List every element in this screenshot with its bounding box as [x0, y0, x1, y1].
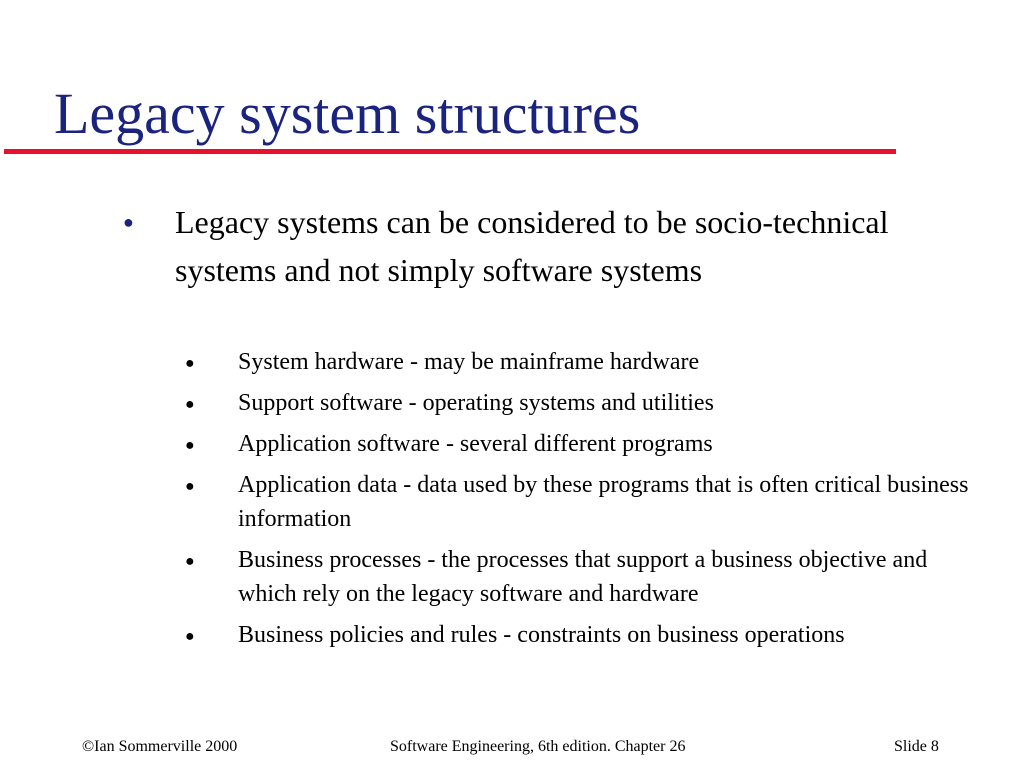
sub-bullet-text: Business processes - the processes that support a business objective and which rely on the legacy software and hardware: [238, 547, 928, 607]
sub-bullet-text: Business policies and rules - constraints on business operations: [238, 622, 845, 648]
bullet-icon: ●: [185, 396, 195, 413]
footer-copyright: ©Ian Sommerville 2000: [82, 738, 238, 755]
sub-bullet-item: [185, 468, 985, 536]
sub-bullet-item: [185, 543, 985, 611]
bullet-icon: ●: [123, 212, 134, 232]
sub-bullet-text: Application data - data used by these programs that is often critical business information: [238, 472, 969, 532]
bullet-icon: ●: [185, 628, 195, 645]
sub-bullet-item: [185, 618, 985, 652]
footer-book-title: Software Engineering, 6th edition. Chapter 26: [390, 738, 686, 755]
slide-number: Slide 8: [894, 738, 939, 755]
slide-title: Legacy system structures: [54, 81, 641, 146]
sub-bullet-text: Support software - operating systems and utilities: [238, 390, 714, 416]
title-underline: [4, 149, 896, 154]
sub-bullet-text: System hardware - may be mainframe hardware: [238, 349, 700, 375]
bullet-icon: ●: [185, 478, 195, 495]
sub-bullet-list: [185, 345, 985, 659]
bullet-icon: ●: [185, 355, 195, 372]
sub-bullet-text: Application software - several different programs: [238, 431, 713, 457]
bullet-icon: ●: [185, 553, 195, 570]
sub-bullet-item: [185, 427, 985, 461]
bullet-icon: ●: [185, 437, 195, 454]
sub-bullet-item: [185, 386, 985, 420]
sub-bullet-item: [185, 345, 985, 379]
main-bullet-text: Legacy systems can be considered to be socio-technical systems and not simply software systems: [175, 204, 889, 288]
